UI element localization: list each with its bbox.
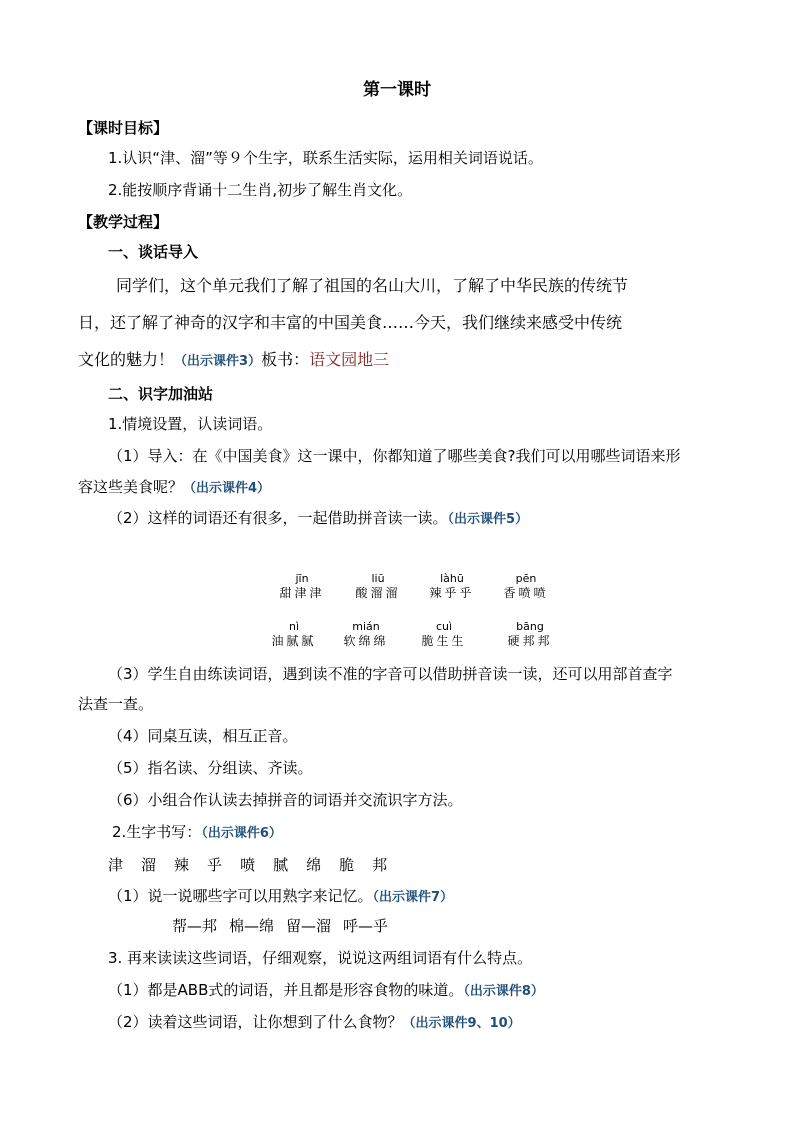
word-pinyin: pēn — [515, 572, 537, 585]
character: 津 — [108, 856, 124, 874]
step-1-5: （5）指名读、分组读、齐读。 — [108, 759, 313, 777]
part2-heading: 二、识字加油站 — [108, 385, 214, 403]
word-group — [498, 620, 562, 649]
step-1: 1.情境设置，认读词语。 — [108, 415, 273, 433]
step-1-6: （6）小组合作认读去掉拼音的词语并交流识字方法。 — [108, 791, 463, 809]
intro-paragraph-line: 日，还了解了神奇的汉字和丰富的中国美食……今天，我们继续来感受中传统 — [78, 313, 623, 332]
word-text: 软绵绵 — [343, 634, 389, 648]
word-pinyin: nì — [288, 620, 300, 633]
process-heading: 【教学过程】 — [78, 213, 169, 231]
courseware-ref: （出示课件6） — [201, 826, 282, 841]
word-text: 酸溜溜 — [355, 586, 401, 600]
word-group — [262, 620, 326, 649]
courseware-ref: （出示课件5） — [447, 512, 529, 527]
step-2-1: （1）说一说哪些字可以用熟字来记忆。（出示课件7） — [108, 887, 454, 905]
character: 邦 — [372, 856, 388, 874]
step-1-2: （2）这样的词语还有很多，一起借助拼音读一读。（出示课件5） — [108, 509, 529, 527]
intro-paragraph-end: 文化的魅力！ — [78, 350, 175, 369]
objective-item-1: 1.认识“津、溜”等９个生字，联系生活实际，运用相关词语说话。 — [108, 149, 543, 167]
step-3-2: （2）读着这些词语，让你想到了什么食物？（出示课件9、10） — [108, 1013, 521, 1031]
step-1-1-line: （1）导入：在《中国美食》这一课中，你都知道了哪些美食?我们可以用哪些词语来形 — [108, 447, 681, 465]
character: 脆 — [339, 856, 355, 874]
character: 溜 — [141, 856, 157, 874]
character: 绵 — [306, 856, 322, 874]
courseware-ref: （出示课件7） — [372, 890, 454, 905]
word-pinyin: liū — [371, 572, 385, 585]
step-3: 3. 再来读读这些词语，仔细观察，说说这两组词语有什么特点。 — [108, 949, 533, 967]
board-label: 板书： — [261, 350, 310, 369]
character-pair: 棉—绵 — [229, 917, 275, 935]
word-text: 油腻腻 — [271, 634, 317, 648]
character-pair: 留—溜 — [286, 917, 332, 935]
step-3-1: （1）都是ABB式的词语，并且都是形容食物的味道。（出示课件8） — [108, 981, 544, 999]
step-1-1-line: 容这些美食呢？（出示课件4） — [78, 478, 271, 496]
new-characters — [108, 855, 405, 875]
word-pinyin: cuì — [435, 620, 453, 633]
step-2: 2.生字书写：（出示课件6） — [112, 823, 282, 841]
word-pinyin: mián — [352, 620, 380, 633]
character-pairs — [172, 916, 400, 936]
word-group — [494, 572, 558, 601]
intro-paragraph-line: 同学们，这个单元我们了解了祖国的名山大川，了解了中华民族的传统节 — [116, 276, 629, 295]
word-text: 甜津津 — [279, 586, 325, 600]
step-1-3-line: 法查一查。 — [78, 695, 154, 713]
courseware-ref: （出示课件8） — [463, 984, 544, 999]
word-pinyin: jīn — [295, 572, 309, 585]
word-text: 香喷喷 — [503, 586, 549, 600]
step-1-3-line: （3）学生自由练读词语，遇到读不准的字音可以借助拼音读一读，还可以用部首查字 — [108, 665, 673, 683]
intro-paragraph-line — [78, 350, 389, 372]
character: 腻 — [273, 856, 289, 874]
word-text: 硬邦邦 — [507, 634, 553, 648]
word-text: 脆生生 — [421, 634, 467, 648]
board-title: 语文园地三 — [309, 350, 390, 369]
part1-heading: 一、谈话导入 — [108, 243, 199, 261]
word-group — [346, 572, 410, 601]
character: 喷 — [240, 856, 256, 874]
character: 辣 — [174, 856, 190, 874]
word-pinyin: làhū — [440, 572, 464, 585]
courseware-ref: （出示课件4） — [183, 481, 271, 496]
word-group — [270, 572, 334, 601]
word-group — [412, 620, 476, 649]
character-pair: 呼—乎 — [343, 917, 389, 935]
courseware-ref: （出示课件3） — [174, 354, 262, 369]
word-group — [334, 620, 398, 649]
word-group — [420, 572, 484, 601]
step-1-4: （4）同桌互读，相互正音。 — [108, 727, 298, 745]
character-pair: 帮—邦 — [172, 917, 218, 935]
page-title: 第一课时 — [363, 80, 431, 100]
objectives-heading: 【课时目标】 — [78, 119, 169, 137]
word-text: 辣乎乎 — [429, 586, 475, 600]
character: 乎 — [207, 856, 223, 874]
objective-item-2: 2.能按顺序背诵十二生肖,初步了解生肖文化。 — [108, 181, 413, 199]
courseware-ref: （出示课件9、10） — [402, 1016, 521, 1031]
word-pinyin: bāng — [516, 620, 544, 633]
